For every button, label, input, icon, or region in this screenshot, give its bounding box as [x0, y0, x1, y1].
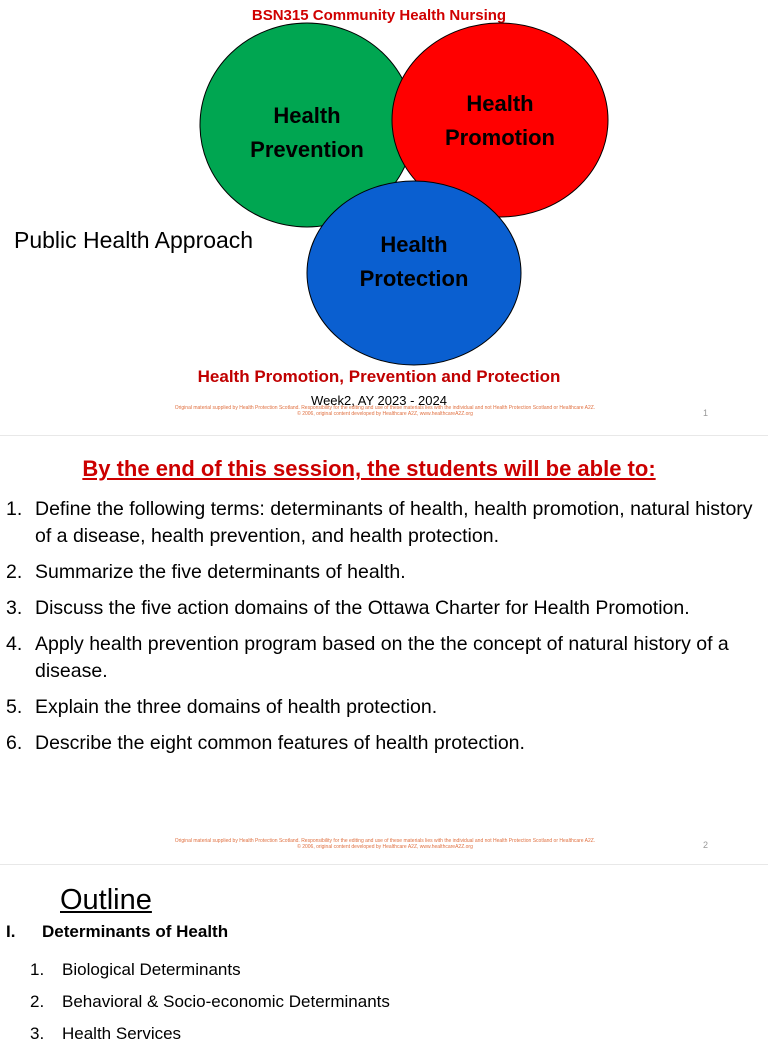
slide-2 — [0, 440, 768, 860]
item-text: Apply health prevention program based on the the concept of natural history of a disease. — [35, 633, 729, 682]
list-item — [6, 694, 762, 721]
promotion-label — [400, 87, 600, 155]
protection-label-line2: Protection — [359, 266, 469, 291]
page-number: 2 — [702, 840, 708, 850]
item-text: Biological Determinants — [62, 960, 241, 979]
prevention-label-line2: Prevention — [250, 137, 364, 162]
footer-line-2: © 2006, original content developed by Healthcare A2Z, www.healthcareA2Z.org — [297, 844, 473, 850]
objectives-heading: By the end of this session, the students will be able to: — [82, 456, 656, 481]
item-number: 1. — [6, 498, 23, 520]
item-text: Behavioral & Socio-economic Determinants — [62, 992, 390, 1011]
week-label: Week2, AY 2023 - 2024 — [311, 393, 447, 408]
prevention-label — [207, 99, 407, 167]
list-item — [6, 595, 762, 622]
outline-title: Outline — [60, 884, 152, 916]
section-roman-numeral: I. — [6, 922, 16, 941]
item-number: 4. — [6, 633, 23, 655]
slide-divider — [0, 864, 768, 865]
slide-divider — [0, 435, 768, 436]
item-number: 5. — [6, 696, 23, 718]
protection-label — [314, 228, 514, 296]
footer-line-1: Original material supplied by Health Protection Scotland. Responsibility for the editing and use of these materials lies with the individual and not Health Protection Scotland or Healthcare A2Z. — [174, 838, 596, 844]
list-item — [6, 496, 762, 550]
promotion-label-line1: Health — [466, 91, 534, 116]
objectives-list — [6, 496, 762, 766]
protection-label-line1: Health — [380, 232, 448, 257]
item-text: Discuss the five action domains of the Ottawa Charter for Health Promotion. — [35, 597, 690, 619]
item-text: Summarize the five determinants of health. — [35, 561, 406, 583]
item-number: 6. — [6, 732, 23, 754]
section-title: Determinants of Health — [42, 922, 229, 941]
list-item — [6, 559, 762, 586]
course-title: BSN315 Community Health Nursing — [251, 7, 507, 24]
item-number: 2. — [30, 992, 45, 1011]
promotion-label-line2: Promotion — [445, 125, 555, 150]
footer-note — [130, 838, 640, 850]
list-item — [6, 631, 762, 685]
slide-3 — [0, 868, 768, 1043]
footer-line-1: Original material supplied by Health Protection Scotland. Responsibility for the editing and use of these materials lies with the individual and not Health Protection Scotland or Healthcare A2Z. — [174, 405, 596, 411]
list-item — [30, 1018, 390, 1050]
item-number: 3. — [30, 1024, 45, 1043]
section-heading — [6, 922, 228, 942]
item-number: 1. — [30, 960, 45, 979]
item-text: Define the following terms: determinants of health, health promotion, natural history of a disease, health prevention, and health protection. — [35, 498, 753, 547]
outline-list — [30, 954, 390, 1050]
venn-diagram — [0, 0, 768, 430]
footer-line-2: © 2006, original content developed by Healthcare A2Z, www.healthcareA2Z.org — [297, 411, 473, 417]
public-health-approach-label: Public Health Approach — [14, 227, 254, 253]
list-item — [6, 730, 762, 757]
item-text: Explain the three domains of health protection. — [35, 696, 438, 718]
slide-subtitle: Health Promotion, Prevention and Protection — [197, 367, 561, 386]
item-number: 3. — [6, 597, 23, 619]
slide-1 — [0, 0, 768, 430]
page-number: 1 — [702, 408, 708, 418]
item-text: Describe the eight common features of health protection. — [35, 732, 525, 754]
item-text: Health Services — [62, 1024, 182, 1043]
prevention-label-line1: Health — [273, 103, 341, 128]
footer-note — [130, 405, 640, 417]
list-item — [30, 954, 390, 986]
item-number: 2. — [6, 561, 23, 583]
list-item — [30, 986, 390, 1018]
